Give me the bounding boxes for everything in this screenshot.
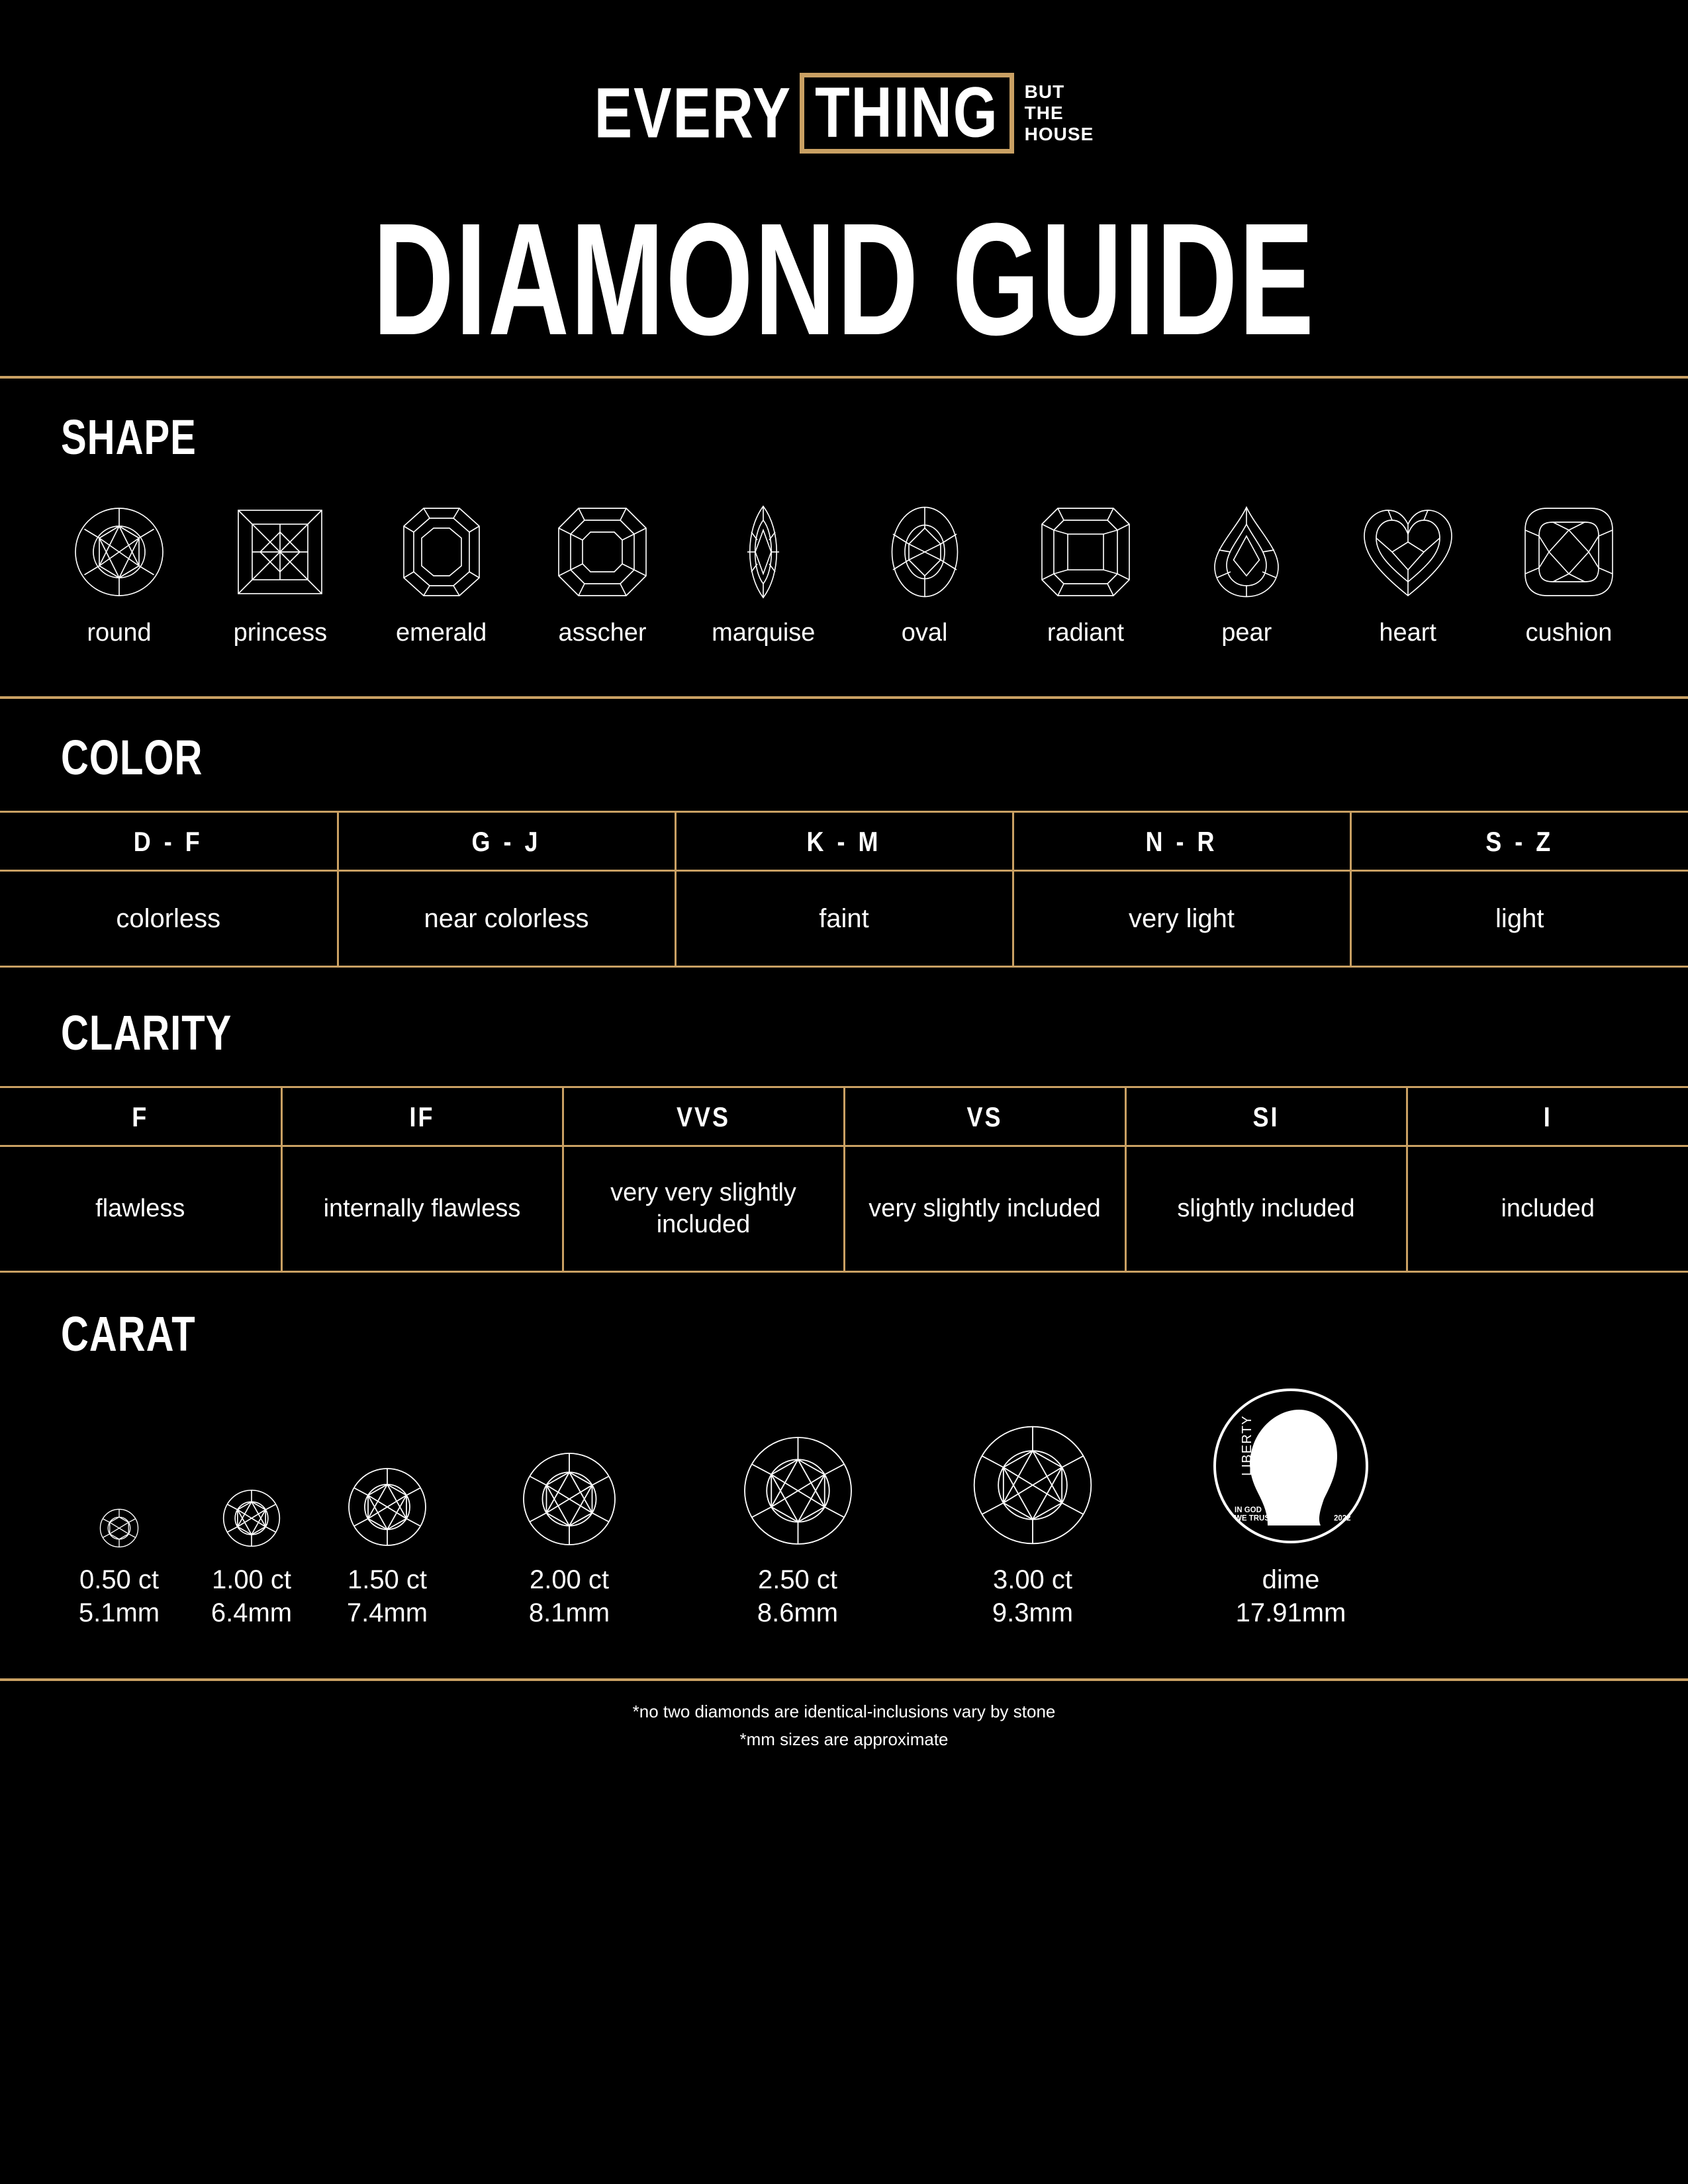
carat-size: 6.4mm [211, 1598, 293, 1627]
section-carat [0, 1275, 1688, 1629]
shape-label: emerald [396, 619, 487, 647]
color-description: near colorless [338, 871, 675, 967]
svg-text:LIBERTY: LIBERTY [1240, 1415, 1254, 1476]
shape-label: pear [1221, 619, 1272, 647]
carat-size: 8.6mm [757, 1598, 839, 1627]
shape-item-asscher [536, 502, 669, 647]
color-description: colorless [0, 871, 338, 967]
color-grade-header: D - F [0, 807, 338, 875]
clarity-description: very very slightly included [563, 1146, 844, 1272]
clarity-heading: CLARITY [61, 1005, 232, 1061]
svg-text:2022: 2022 [1334, 1514, 1351, 1523]
color-description: light [1350, 871, 1688, 967]
clarity-description: very slightly included [844, 1146, 1125, 1272]
heart-diamond-icon [1342, 502, 1474, 602]
clarity-table [0, 1086, 1688, 1273]
color-grade-header: K - M [675, 807, 1013, 875]
clarity-grade-header: IF [281, 1083, 563, 1150]
shape-list [53, 502, 1635, 647]
asscher-diamond-icon [536, 502, 669, 602]
shape-heading: SHAPE [61, 410, 197, 465]
footnote-line-1: *no two diamonds are identical-inclusions vary by stone [632, 1702, 1056, 1721]
marquise-diamond-icon [697, 502, 829, 602]
shape-item-princess [214, 502, 346, 647]
carat-weight: 0.50 ct [79, 1565, 160, 1594]
shape-label: princess [233, 619, 328, 647]
section-color [0, 699, 1688, 968]
shape-label: round [87, 619, 152, 647]
table-row-header [0, 1087, 1688, 1146]
carat-size: 7.4mm [346, 1598, 428, 1627]
carat-size: 8.1mm [528, 1598, 610, 1627]
shape-item-round [53, 502, 185, 647]
carat-weight: 3.00 ct [992, 1565, 1073, 1594]
shape-label: heart [1379, 619, 1436, 647]
oval-diamond-icon [859, 502, 991, 602]
carat-heading: CARAT [61, 1306, 196, 1362]
brand-word-thing: THING [815, 73, 999, 152]
radiant-diamond-icon [1019, 502, 1152, 602]
section-shape [0, 379, 1688, 647]
clarity-grade-header: VVS [563, 1083, 844, 1150]
clarity-description: internally flawless [281, 1146, 563, 1272]
header [0, 0, 1688, 369]
round-diamond-icon [914, 1396, 1152, 1549]
clarity-description: included [1407, 1146, 1688, 1272]
pear-diamond-icon [1180, 502, 1313, 602]
shape-item-radiant [1019, 502, 1152, 647]
round-diamond-icon [457, 1396, 682, 1549]
table-row [0, 1146, 1688, 1272]
footnote-line-2: *mm sizes are approximate [739, 1729, 949, 1749]
carat-weight: 1.00 ct [211, 1565, 292, 1594]
shape-item-pear [1180, 502, 1313, 647]
carat-item-150 [318, 1396, 457, 1629]
color-heading: COLOR [61, 730, 203, 786]
page-title: DIAMOND GUIDE [373, 190, 1315, 369]
reference-name: dime [1262, 1565, 1320, 1594]
clarity-grade-header: F [0, 1083, 281, 1150]
shape-label: cushion [1525, 619, 1613, 647]
table-row-header [0, 812, 1688, 871]
carat-item-dime-reference [1152, 1377, 1430, 1629]
carat-list [53, 1377, 1635, 1629]
carat-item-050 [53, 1396, 185, 1629]
dime-coin-icon [1152, 1377, 1430, 1549]
color-table [0, 811, 1688, 968]
clarity-description: slightly included [1125, 1146, 1407, 1272]
brand-subtext-line3: HOUSE [1024, 124, 1094, 145]
shape-label: marquise [712, 619, 816, 647]
carat-weight: 1.50 ct [347, 1565, 428, 1594]
section-clarity [0, 974, 1688, 1273]
brand-word-thing-box [800, 73, 1014, 154]
clarity-grade-header: VS [844, 1083, 1125, 1150]
carat-item-100 [185, 1396, 318, 1629]
color-grade-header: N - R [1013, 807, 1350, 875]
carat-item-300 [914, 1396, 1152, 1629]
carat-item-200 [457, 1396, 682, 1629]
color-grade-header: S - Z [1350, 807, 1688, 875]
table-row [0, 871, 1688, 967]
color-grade-header: G - J [338, 807, 675, 875]
princess-diamond-icon [214, 502, 346, 602]
emerald-diamond-icon [375, 502, 508, 602]
brand-subtext-line1: BUT [1024, 81, 1065, 102]
brand-word-every: EVERY [594, 73, 792, 153]
brand-subtext [1025, 81, 1094, 146]
carat-size: 9.3mm [992, 1598, 1074, 1627]
color-description: faint [675, 871, 1013, 967]
footnotes [0, 1681, 1688, 1753]
color-description: very light [1013, 871, 1350, 967]
carat-item-250 [682, 1396, 914, 1629]
brand-subtext-line2: THE [1024, 102, 1064, 123]
clarity-grade-header: SI [1125, 1083, 1407, 1150]
round-diamond-icon [682, 1396, 914, 1549]
shape-label: oval [901, 619, 948, 647]
reference-size: 17.91mm [1235, 1598, 1346, 1627]
shape-item-marquise [697, 502, 829, 647]
shape-item-emerald [375, 502, 508, 647]
clarity-description: flawless [0, 1146, 281, 1272]
svg-text:WE TRUST: WE TRUST [1235, 1514, 1275, 1523]
shape-label: radiant [1047, 619, 1125, 647]
shape-item-cushion [1503, 502, 1635, 647]
cushion-diamond-icon [1503, 502, 1635, 602]
round-diamond-icon [53, 1396, 185, 1549]
svg-text:IN GOD: IN GOD [1235, 1506, 1262, 1514]
shape-item-oval [859, 502, 991, 647]
carat-weight: 2.50 ct [757, 1565, 838, 1594]
carat-size: 5.1mm [78, 1598, 160, 1627]
shape-label: asscher [558, 619, 647, 647]
brand-logo [594, 73, 1094, 154]
shape-item-heart [1342, 502, 1474, 647]
round-diamond-icon [185, 1396, 318, 1549]
carat-weight: 2.00 ct [529, 1565, 610, 1594]
clarity-grade-header: I [1407, 1083, 1688, 1150]
round-diamond-icon [318, 1396, 457, 1549]
carat-row [53, 1377, 1635, 1629]
round-diamond-icon [53, 502, 185, 602]
